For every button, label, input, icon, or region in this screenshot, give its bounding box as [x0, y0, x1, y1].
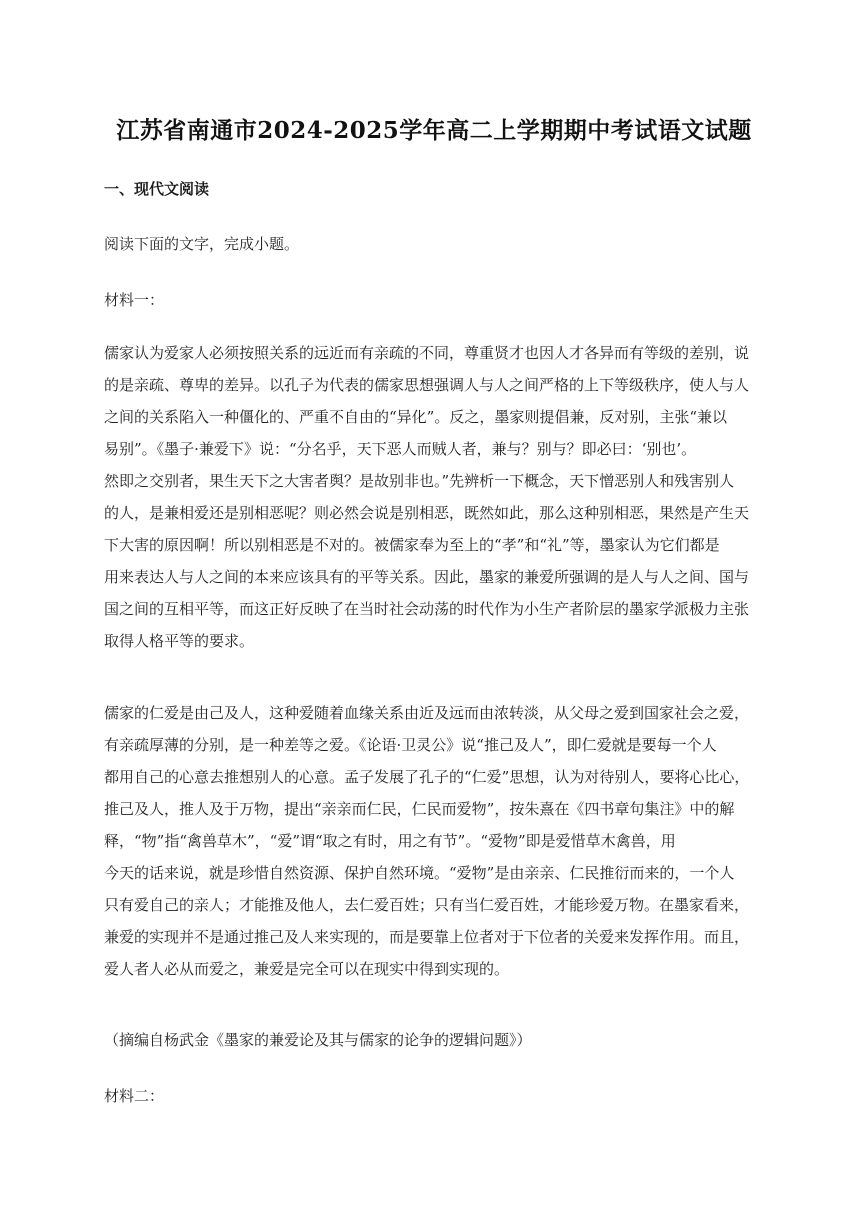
paragraph-line: 易别”。《墨子·兼爱下》说：“分名乎，天下恶人而贼人者，兼与？别与？即必曰：‘别也’。 [104, 440, 697, 458]
paragraph-line: 儒家认为爱家人必须按照关系的远近而有亲疏的不同，尊重贤才也因人才各异而有等级的差别，说 [104, 344, 750, 362]
paragraph-line: 之间的关系陷入一种僵化的、严重不自由的“异化”。反之，墨家则提倡兼，反对别，主张“兼以 [104, 408, 728, 426]
paragraph-line: 下大害的原因啊！所以别相恶是不对的。被儒家奉为至上的“孝”和“礼”等，墨家认为它们都是 [104, 536, 720, 554]
material-two-label: 材料二： [104, 1087, 165, 1105]
paragraph-line: 儒家的仁爱是由己及人，这种爱随着血缘关系由近及远而由浓转淡，从父母之爱到国家社会之爱， [104, 704, 750, 722]
paragraph-line: 今天的话来说，就是珍惜自然资源、保护自然环境。“爱物”是由亲亲、仁民推衍而来的，一个人 [104, 864, 735, 882]
paragraph-line: 有亲疏厚薄的分别，是一种差等之爱。《论语·卫灵公》说“推己及人”，即仁爱就是要每一个人 [104, 736, 717, 754]
material-one-label: 材料一： [104, 291, 165, 309]
paragraph-line: 取得人格平等的要求。 [104, 632, 255, 650]
paragraph-line: 的人，是兼相爱还是别相恶呢？则必然会说是别相恶，既然如此，那么这种别相恶，果然是产生天 [104, 504, 750, 522]
paragraph-line: 推己及人，推人及于万物，提出“亲亲而仁民，仁民而爱物”，按朱熹在《四书章句集注》中的解 [104, 800, 735, 818]
paragraph-line: 的是亲疏、尊卑的差异。以孔子为代表的儒家思想强调人与人之间严格的上下等级秩序，使人与人 [104, 376, 750, 394]
instruction-text: 阅读下面的文字，完成小题。 [104, 235, 300, 253]
paragraph-line: 用来表达人与人之间的本来应该具有的平等关系。因此，墨家的兼爱所强调的是人与人之间、国与 [104, 568, 750, 586]
citation: （摘编自杨武金《墨家的兼爱论及其与儒家的论争的逻辑问题》） [104, 1031, 532, 1049]
paragraph-line: 都用自己的心意去推想别人的心意。孟子发展了孔子的“仁爱”思想，认为对待别人，要将心比心， [104, 768, 750, 786]
paragraph-line: 然即之交别者，果生天下之大害者舆？是故别非也。”先辨析一下概念，天下憎恶别人和残害别人 [104, 472, 735, 490]
paragraph-line: 兼爱的实现并不是通过推己及人来实现的，而是要靠上位者对于下位者的关爱来发挥作用。而且， [104, 928, 750, 946]
paragraph-line: 爱人者人必从而爱之，兼爱是完全可以在现实中得到实现的。 [104, 960, 510, 978]
paragraph-line: 国之间的互相平等，而这正好反映了在当时社会动荡的时代作为小生产者阶层的墨家学派极力主张 [104, 600, 750, 618]
page-title: 江苏省南通市2024-2025学年高二上学期期中考试语文试题 [116, 117, 752, 144]
section-heading: 一、现代文阅读 [104, 180, 210, 198]
paragraph-line: 释，“物”指“禽兽草木”，“爱”谓“取之有时，用之有节”。“爱物”即是爱惜草木禽兽，用 [104, 832, 676, 850]
paragraph-line: 只有爱自己的亲人；才能推及他人，去仁爱百姓；只有当仁爱百姓，才能珍爱万物。在墨家看来， [104, 896, 750, 914]
